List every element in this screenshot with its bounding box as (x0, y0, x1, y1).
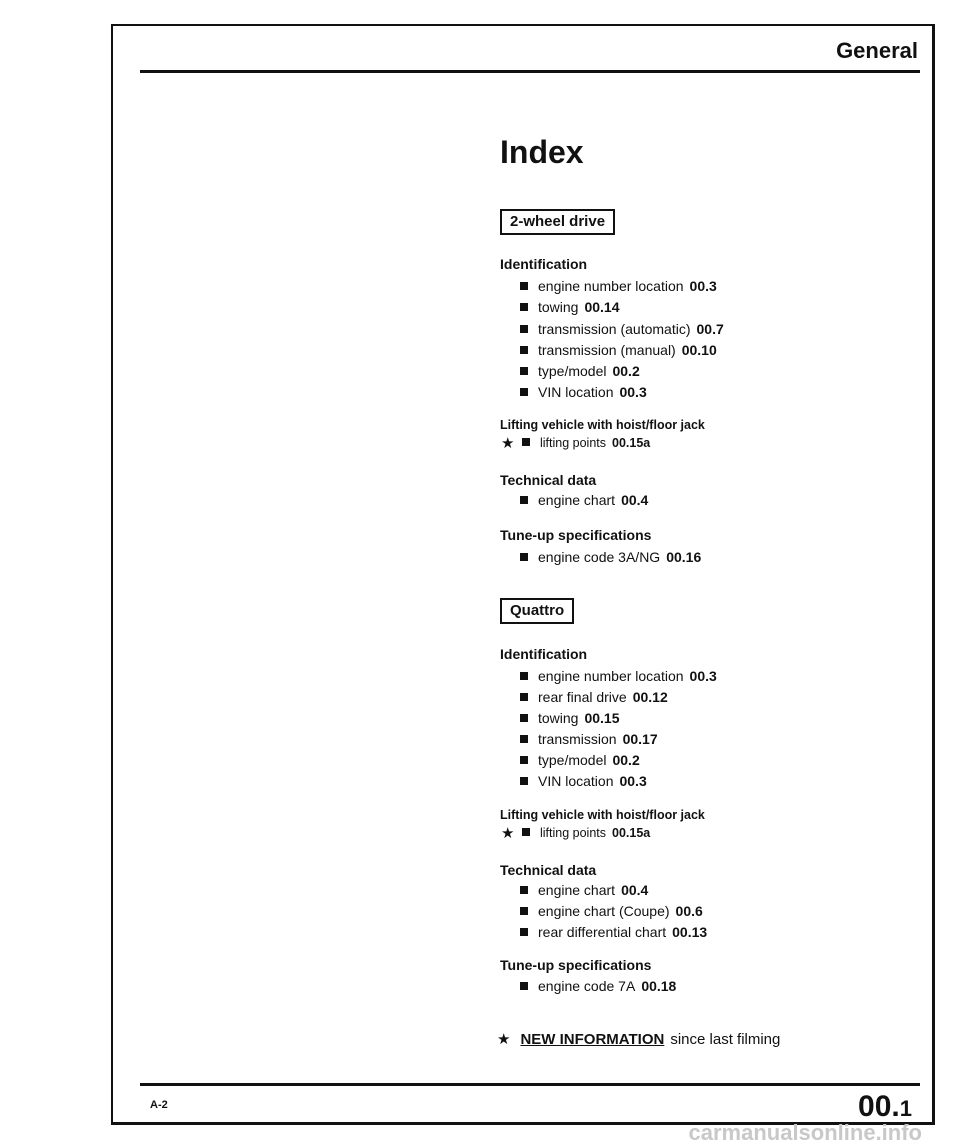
section-label-2wd: 2-wheel drive (500, 209, 615, 235)
header-rule (140, 70, 920, 73)
bullet-icon (520, 496, 528, 504)
page-frame-left (111, 24, 113, 1124)
bullet-icon (520, 388, 528, 396)
new-information-label: NEW INFORMATION (520, 1031, 665, 1048)
list-item: towing 00.15 (520, 709, 620, 727)
bullet-icon (520, 672, 528, 680)
group-heading: Lifting vehicle with hoist/floor jack (500, 418, 705, 432)
watermark: carmanualsonline.info (688, 1120, 922, 1145)
group-heading: Lifting vehicle with hoist/floor jack (500, 808, 705, 822)
list-item: lifting points 00.15a (522, 436, 650, 450)
list-item: rear differential chart 00.13 (520, 923, 707, 941)
bullet-icon (520, 282, 528, 290)
bullet-icon (520, 756, 528, 764)
list-item: towing 00.14 (520, 298, 620, 316)
bullet-icon (520, 928, 528, 936)
list-item: engine code 3A/NG 00.16 (520, 548, 701, 566)
bullet-icon (520, 714, 528, 722)
bullet-icon (520, 367, 528, 375)
page-frame-top (111, 24, 935, 26)
list-item: engine code 7A 00.18 (520, 977, 676, 995)
bullet-icon (520, 907, 528, 915)
bullet-icon (522, 438, 530, 446)
section-header: General (836, 38, 918, 63)
bullet-icon (520, 346, 528, 354)
group-heading: Identification (500, 646, 588, 662)
bullet-icon (520, 553, 528, 561)
bullet-icon (520, 982, 528, 990)
new-information-note: ★ NEW INFORMATION since last filming (497, 1031, 781, 1048)
star-icon: ★ (501, 825, 515, 842)
bullet-icon (520, 303, 528, 311)
list-item: lifting points 00.15a (522, 826, 650, 840)
list-item: engine chart 00.4 (520, 491, 648, 509)
bullet-icon (520, 886, 528, 894)
page-frame-right (932, 24, 935, 1124)
list-item: transmission (manual) 00.10 (520, 341, 717, 359)
list-item: engine chart 00.4 (520, 881, 648, 899)
star-icon: ★ (501, 435, 515, 452)
list-item: VIN location 00.3 (520, 383, 647, 401)
group-heading: Technical data (500, 862, 597, 878)
bullet-icon (520, 325, 528, 333)
list-item: engine chart (Coupe) 00.6 (520, 902, 703, 920)
group-heading: Tune-up specifications (500, 957, 652, 973)
list-item: type/model 00.2 (520, 751, 640, 769)
list-item: VIN location 00.3 (520, 772, 647, 790)
list-item: engine number location 00.3 (520, 667, 717, 685)
bullet-icon (520, 735, 528, 743)
group-heading: Technical data (500, 472, 597, 488)
star-icon: ★ (497, 1031, 511, 1048)
footer-rule (140, 1083, 920, 1086)
list-item: transmission 00.17 (520, 730, 658, 748)
section-label-quattro: Quattro (500, 598, 574, 624)
list-item: type/model 00.2 (520, 362, 640, 380)
page-ref-left: A-2 (150, 1099, 168, 1111)
group-heading: Tune-up specifications (500, 527, 652, 543)
bullet-icon (520, 693, 528, 701)
page-number: 00.1 (858, 1090, 912, 1123)
list-item: engine number location 00.3 (520, 277, 717, 295)
group-heading: Identification (500, 256, 588, 272)
page-title: Index (500, 134, 584, 170)
bullet-icon (520, 777, 528, 785)
list-item: rear final drive 00.12 (520, 688, 668, 706)
list-item: transmission (automatic) 00.7 (520, 320, 724, 338)
bullet-icon (522, 828, 530, 836)
